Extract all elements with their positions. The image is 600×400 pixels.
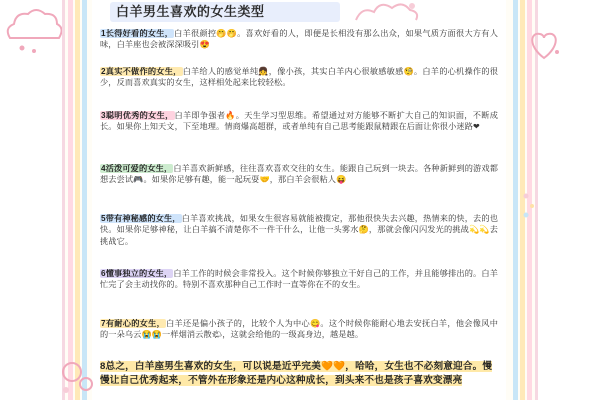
sparkle-doodle-icon <box>520 190 538 220</box>
section-3-lead: 3聪明优秀的女生， <box>101 111 174 120</box>
section-5-body: 白羊喜欢挑战，如果女生很容易就能被揽定，那他很快失去兴趣，热情来的快，去的也快。如果你足够神秘，让白羊搞不清楚你不一件干什么，让他一头雾水🤔，那就会像闪闪发光的挑战💫💫去挑战它。 <box>100 214 498 246</box>
heart-doodle-icon <box>524 28 564 62</box>
section-5 <box>100 213 498 247</box>
section-3 <box>100 110 498 133</box>
section-5-lead: 5带有神秘感的女生， <box>101 214 181 223</box>
summary-number: 8 <box>100 361 106 372</box>
section-3-body: 白羊即争强者🔥。天生学习型思维。希望通过对方能够不断扩大自己的知识面，不断成长。如果你上知天文，下至地理。情商爆高超群，或者单纯有自己思考能跟鼠精跟在后面让你很小迷路❤ <box>100 111 498 132</box>
section-6-lead: 6懂事独立的女生， <box>101 269 173 278</box>
section-2 <box>100 66 498 89</box>
frame-stripe-left-yellow <box>75 0 80 400</box>
section-1 <box>100 28 498 51</box>
flower-doodle-icon <box>352 0 432 26</box>
section-7 <box>100 318 498 341</box>
section-6-body: 白羊工作的时候会非常投入。这个时候你够独立干好自己的工作，并且能够排出的。白羊忙完了会主动找你的。特别不喜欢那种自己工作时一直等你在不的女生。 <box>100 269 498 290</box>
frame-stripe-right-blue <box>513 0 518 400</box>
summary-text: 总之，白羊座男生喜欢的女生，可以说是近乎完美🧡🧡，哈哈，女生也不必刻意迎合。慢慢让自己优秀起来，不管外在形象还是内心这种成长，到头来不也是孩子喜欢变漂亮 <box>100 361 493 386</box>
frame-stripe-left-blue <box>82 0 87 400</box>
section-4-body: 白羊喜欢新鲜感，往往喜欢喜欢交往的女生。能跟自己玩到一块去。各种新鲜到的游戏都想去尝试🎮。如果你足够有趣，能一起玩耍🤝，那白羊会很粘人😝 <box>100 164 498 185</box>
section-7-body: 白羊还是偏小孩子的，比较个人为中心😋。这个时候你能耐心地去安抚白羊，他会像风中的一朵乌云😭😭一样烟消云散🌤，这就会给他的一级高身边，越是越。 <box>100 319 498 340</box>
page-title: 白羊男生喜欢的女生类型 <box>116 4 265 19</box>
cloud-doodle-icon <box>2 8 62 54</box>
section-2-body: 白羊给人的感觉单纯👧，像小孩，其实白羊内心很敏感敏感🧐。白羊的心机操作的很少，反而喜欢真实的女生，这样相处起来比较轻松。 <box>100 67 498 88</box>
section-4 <box>100 163 498 186</box>
section-7-lead: 7有耐心的女生， <box>101 319 166 328</box>
section-2-lead: 2真实不做作的女生， <box>101 67 182 76</box>
frame-stripe-left-pink <box>68 0 73 400</box>
dots-doodle-icon <box>56 356 102 400</box>
section-6 <box>100 268 498 291</box>
section-summary <box>100 360 498 388</box>
section-4-lead: 4活泼可爱的女生， <box>101 164 173 173</box>
section-1-lead: 1长得好看的女生， <box>101 29 174 38</box>
section-1-body: 白羊很颜控🤭🤭。喜欢好看的人，即便是长相没有那么出众，如果气质方面很大方有人味，白羊座也会被深深吸引😍 <box>100 29 498 50</box>
